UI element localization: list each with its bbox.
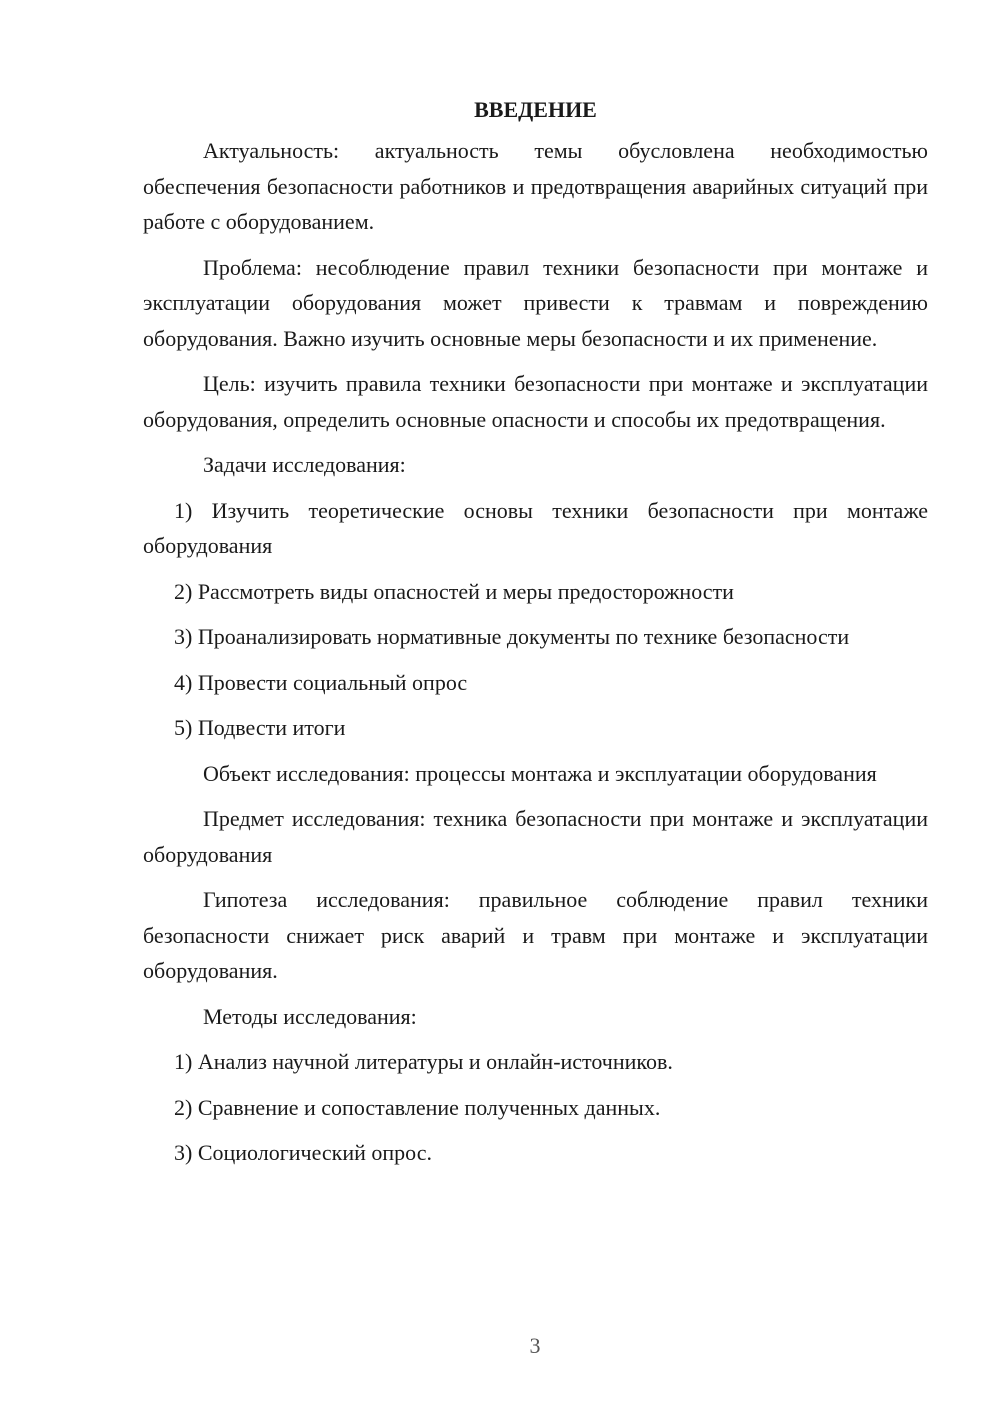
page-content <box>143 92 928 1181</box>
task-item: 3) Проанализировать нормативные документы по технике безопасности <box>174 624 850 649</box>
task-item: 2) Рассмотреть виды опасностей и меры предосторожности <box>174 578 734 604</box>
tasks-heading: Задачи исследования: <box>203 452 406 477</box>
page-title: ВВЕДЕНИЕ <box>474 97 597 122</box>
problem-paragraph: Проблема: несоблюдение правил техники безопасности при монтаже и эксплуатации оборудования может привести к травмам и повреждению оборудования. Важно изучить основные меры безопасности и их применение. <box>143 254 928 351</box>
task-item: 5) Подвести итоги <box>174 715 346 740</box>
subject-paragraph: Предмет исследования: техника безопасности при монтаже и эксплуатации оборудования <box>143 806 928 867</box>
method-item: 2) Сравнение и сопоставление полученных данных. <box>174 1094 661 1120</box>
object-paragraph: Объект исследования: процессы монтажа и эксплуатации оборудования <box>203 760 877 786</box>
task-item: 1) Изучить теоретические основы техники безопасности при монтаже оборудования <box>143 497 928 558</box>
task-item: 4) Провести социальный опрос <box>174 669 468 695</box>
hypothesis-paragraph: Гипотеза исследования: правильное соблюдение правил техники безопасности снижает риск аварий и травм при монтаже и эксплуатации оборудования. <box>143 887 928 983</box>
method-item: 3) Социологический опрос. <box>174 1140 432 1165</box>
page-number: 3 <box>529 1333 541 1358</box>
relevance-paragraph: Актуальность: актуальность темы обусловлена необходимостью обеспечения безопасности работников и предотвращения аварийных ситуаций при работе с оборудованием. <box>143 138 928 234</box>
methods-heading: Методы исследования: <box>203 1003 417 1029</box>
method-item: 1) Анализ научной литературы и онлайн-источников. <box>174 1049 673 1074</box>
goal-paragraph: Цель: изучить правила техники безопасности при монтаже и эксплуатации оборудования, определить основные опасности и способы их предотвращения. <box>143 371 928 432</box>
